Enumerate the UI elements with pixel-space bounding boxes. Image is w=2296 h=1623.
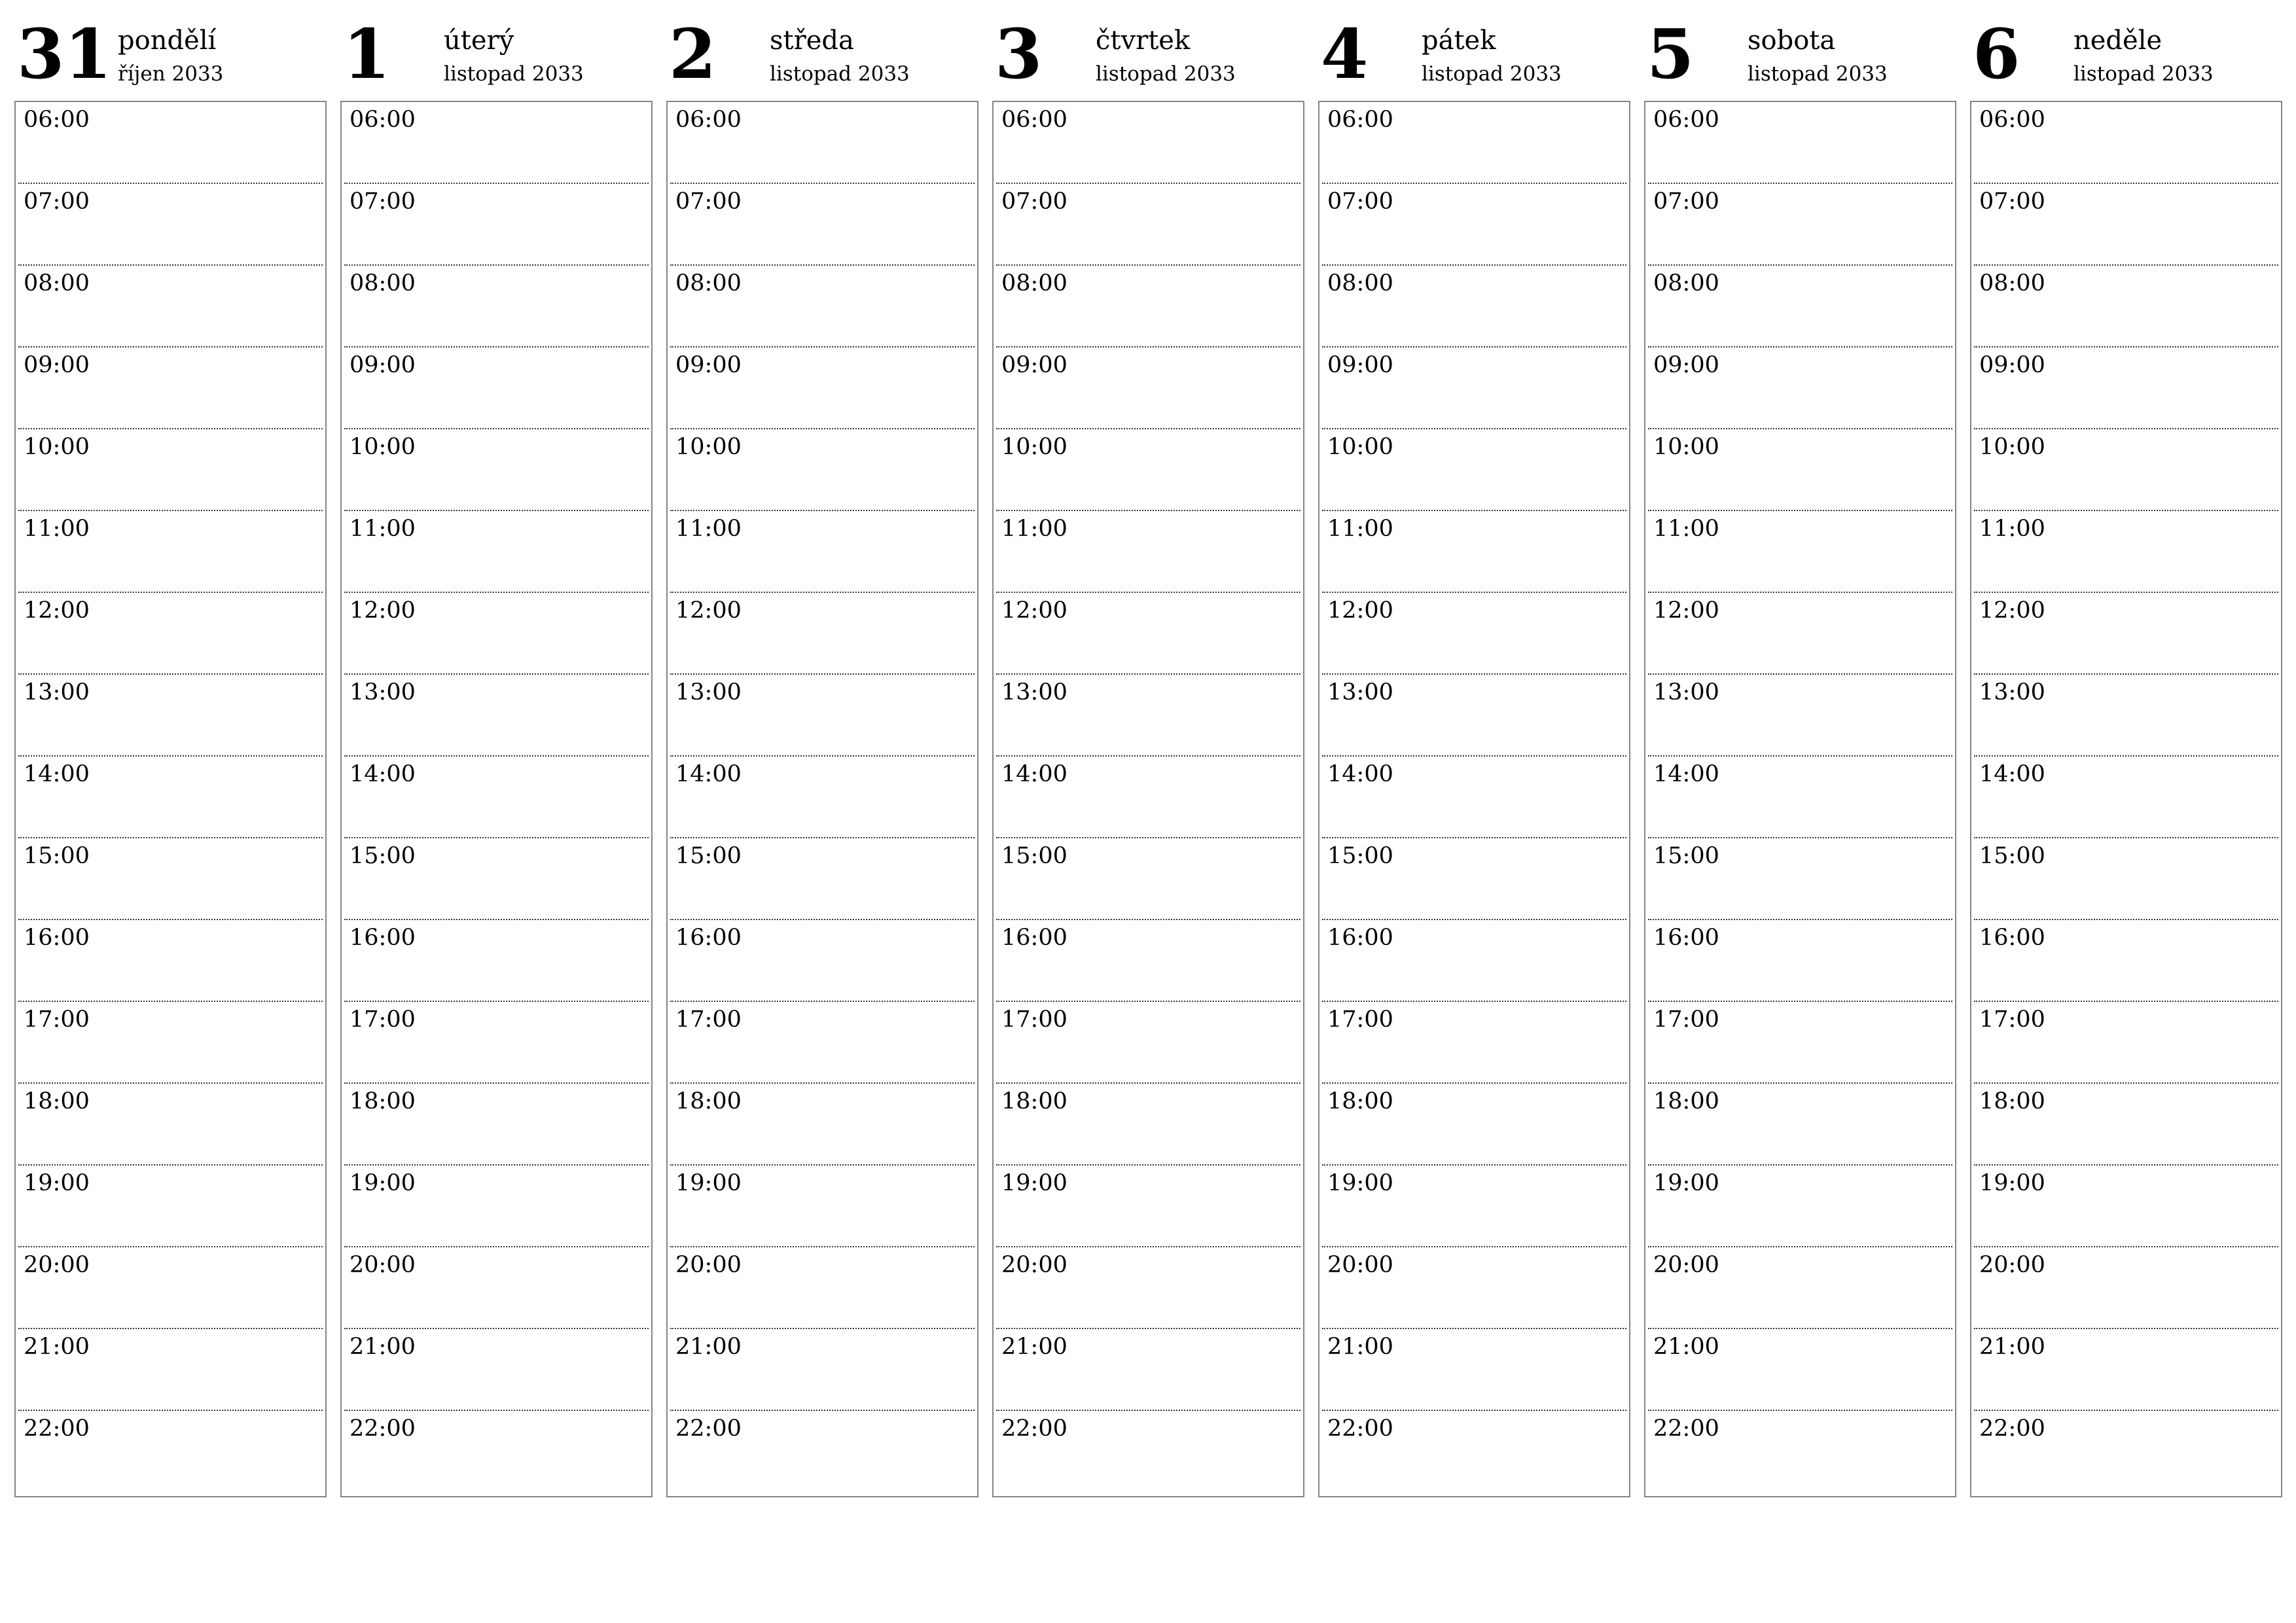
hour-label: 17:00 <box>24 1007 90 1033</box>
hour-label: 18:00 <box>675 1088 742 1115</box>
hour-label: 20:00 <box>24 1252 90 1278</box>
hour-label: 20:00 <box>675 1252 742 1278</box>
hour-label: 12:00 <box>1979 597 2045 624</box>
day-schedule-box <box>1644 101 1956 1497</box>
hour-label: 19:00 <box>1327 1170 1393 1196</box>
hour-slot[interactable] <box>994 1247 1303 1329</box>
hour-slot[interactable] <box>1971 1084 2281 1166</box>
hour-slot[interactable] <box>16 184 325 266</box>
hour-label: 21:00 <box>1653 1334 1719 1360</box>
hour-label: 08:00 <box>350 270 416 296</box>
hour-slot[interactable] <box>1319 1002 1629 1084</box>
hour-slot[interactable] <box>16 757 325 838</box>
hour-slot[interactable] <box>994 429 1303 511</box>
hour-label: 06:00 <box>1001 107 1067 133</box>
hour-slot[interactable] <box>342 348 651 429</box>
hour-slot[interactable] <box>1319 511 1629 593</box>
hour-slot[interactable] <box>342 757 651 838</box>
hour-label: 14:00 <box>350 761 416 787</box>
hour-label: 11:00 <box>1327 516 1393 542</box>
hour-slot[interactable] <box>16 1329 325 1411</box>
hour-slot[interactable] <box>342 266 651 348</box>
hour-label: 17:00 <box>1653 1007 1719 1033</box>
day-name: čtvrtek <box>1096 26 1191 56</box>
hour-label: 11:00 <box>24 516 90 542</box>
hour-label: 08:00 <box>24 270 90 296</box>
hour-slot[interactable] <box>1319 184 1629 266</box>
hour-slot[interactable] <box>994 102 1303 184</box>
hour-label: 15:00 <box>24 843 90 869</box>
hour-slot[interactable] <box>342 1247 651 1329</box>
hour-label: 22:00 <box>675 1416 742 1442</box>
hour-slot[interactable] <box>1645 1329 1955 1411</box>
hour-slot[interactable] <box>994 838 1303 920</box>
hour-label: 16:00 <box>675 925 742 951</box>
hour-label: 15:00 <box>675 843 742 869</box>
day-header <box>992 0 1304 98</box>
hour-label: 20:00 <box>1327 1252 1393 1278</box>
hour-label: 06:00 <box>350 107 416 133</box>
hour-slot[interactable] <box>994 184 1303 266</box>
hour-label: 22:00 <box>24 1416 90 1442</box>
day-month: říjen 2033 <box>118 62 224 86</box>
hour-slot[interactable] <box>16 838 325 920</box>
hour-label: 12:00 <box>675 597 742 624</box>
hour-label: 08:00 <box>1001 270 1067 296</box>
hour-slot[interactable] <box>1319 593 1629 675</box>
hour-label: 14:00 <box>1653 761 1719 787</box>
hour-label: 10:00 <box>675 434 742 460</box>
hour-slot[interactable] <box>994 757 1303 838</box>
hour-label: 13:00 <box>675 679 742 705</box>
hour-label: 06:00 <box>1979 107 2045 133</box>
hour-slot[interactable] <box>994 1084 1303 1166</box>
hour-label: 21:00 <box>1327 1334 1393 1360</box>
hour-label: 08:00 <box>1327 270 1393 296</box>
hour-slot[interactable] <box>1971 184 2281 266</box>
hour-slot[interactable] <box>668 1166 977 1247</box>
hour-label: 18:00 <box>24 1088 90 1115</box>
hour-label: 09:00 <box>1001 352 1067 378</box>
hour-slot[interactable] <box>1645 266 1955 348</box>
hour-slot[interactable] <box>1971 1247 2281 1329</box>
hour-slot[interactable] <box>994 593 1303 675</box>
hour-slot[interactable] <box>342 1329 651 1411</box>
hour-label: 06:00 <box>675 107 742 133</box>
day-schedule-box <box>992 101 1304 1497</box>
hour-slot[interactable] <box>1971 511 2281 593</box>
hour-label: 21:00 <box>1979 1334 2045 1360</box>
day-name: středa <box>770 26 854 56</box>
hour-label: 12:00 <box>1001 597 1067 624</box>
hour-label: 19:00 <box>1653 1170 1719 1196</box>
hour-slot[interactable] <box>1645 1247 1955 1329</box>
hour-slot[interactable] <box>16 1002 325 1084</box>
hour-label: 18:00 <box>1001 1088 1067 1115</box>
hour-slot[interactable] <box>1645 593 1955 675</box>
hour-slot[interactable] <box>16 266 325 348</box>
hour-label: 16:00 <box>350 925 416 951</box>
hour-label: 21:00 <box>1001 1334 1067 1360</box>
hour-slot[interactable] <box>16 1166 325 1247</box>
hour-slot[interactable] <box>16 593 325 675</box>
hour-label: 10:00 <box>350 434 416 460</box>
day-month: listopad 2033 <box>1096 62 1236 86</box>
hour-slot[interactable] <box>16 920 325 1002</box>
day-header <box>1970 0 2282 98</box>
day-number: 2 <box>669 14 717 94</box>
hour-slot[interactable] <box>994 1411 1303 1493</box>
hour-slot[interactable] <box>1319 266 1629 348</box>
day-header <box>340 0 653 98</box>
day-schedule-box <box>1970 101 2282 1497</box>
hour-label: 10:00 <box>24 434 90 460</box>
hour-slot[interactable] <box>668 1411 977 1493</box>
hour-slot[interactable] <box>994 511 1303 593</box>
hour-label: 12:00 <box>24 597 90 624</box>
hour-slot[interactable] <box>1645 348 1955 429</box>
day-month: listopad 2033 <box>444 62 584 86</box>
hour-slot[interactable] <box>994 348 1303 429</box>
hour-label: 21:00 <box>24 1334 90 1360</box>
hour-slot[interactable] <box>1319 1084 1629 1166</box>
hour-label: 19:00 <box>1001 1170 1067 1196</box>
hour-slot[interactable] <box>1971 102 2281 184</box>
hour-label: 11:00 <box>675 516 742 542</box>
hour-slot[interactable] <box>1645 1002 1955 1084</box>
hour-slot[interactable] <box>342 1166 651 1247</box>
hour-slot[interactable] <box>994 920 1303 1002</box>
hour-slot[interactable] <box>1971 920 2281 1002</box>
hour-label: 13:00 <box>1653 679 1719 705</box>
hour-label: 09:00 <box>1327 352 1393 378</box>
hour-label: 07:00 <box>1001 188 1067 215</box>
hour-label: 22:00 <box>1001 1416 1067 1442</box>
hour-slot[interactable] <box>342 593 651 675</box>
hour-label: 17:00 <box>675 1007 742 1033</box>
hour-slot[interactable] <box>1645 920 1955 1002</box>
hour-label: 17:00 <box>1001 1007 1067 1033</box>
hour-slot[interactable] <box>1645 184 1955 266</box>
hour-slot[interactable] <box>668 1084 977 1166</box>
hour-label: 19:00 <box>24 1170 90 1196</box>
hour-slot[interactable] <box>1971 593 2281 675</box>
hour-slot[interactable] <box>1319 757 1629 838</box>
hour-label: 11:00 <box>1001 516 1067 542</box>
hour-label: 15:00 <box>350 843 416 869</box>
hour-label: 14:00 <box>1979 761 2045 787</box>
day-schedule-box <box>14 101 327 1497</box>
hour-label: 19:00 <box>675 1170 742 1196</box>
hour-label: 18:00 <box>1653 1088 1719 1115</box>
hour-slot[interactable] <box>1319 1411 1629 1493</box>
hour-label: 08:00 <box>1653 270 1719 296</box>
hour-slot[interactable] <box>342 1411 651 1493</box>
hour-slot[interactable] <box>16 511 325 593</box>
hour-label: 07:00 <box>24 188 90 215</box>
day-month: listopad 2033 <box>1422 62 1562 86</box>
hour-slot[interactable] <box>342 102 651 184</box>
hour-slot[interactable] <box>342 675 651 757</box>
hour-slot[interactable] <box>668 348 977 429</box>
hour-slot[interactable] <box>994 266 1303 348</box>
hour-label: 13:00 <box>1327 679 1393 705</box>
hour-slot[interactable] <box>342 920 651 1002</box>
day-schedule-box <box>1318 101 1630 1497</box>
hour-slot[interactable] <box>16 429 325 511</box>
hour-slot[interactable] <box>1971 1166 2281 1247</box>
hour-label: 14:00 <box>1001 761 1067 787</box>
hour-slot[interactable] <box>1645 1411 1955 1493</box>
hour-label: 11:00 <box>350 516 416 542</box>
hour-slot[interactable] <box>1645 511 1955 593</box>
hour-slot[interactable] <box>994 1166 1303 1247</box>
day-header <box>14 0 327 98</box>
hour-slot[interactable] <box>1971 1329 2281 1411</box>
day-month: listopad 2033 <box>1748 62 1888 86</box>
hour-slot[interactable] <box>668 184 977 266</box>
day-number: 1 <box>343 14 391 94</box>
hour-label: 22:00 <box>1653 1416 1719 1442</box>
hour-label: 16:00 <box>1001 925 1067 951</box>
day-header <box>666 0 978 98</box>
hour-label: 14:00 <box>675 761 742 787</box>
hour-slot[interactable] <box>1971 429 2281 511</box>
hour-label: 13:00 <box>1001 679 1067 705</box>
hour-label: 22:00 <box>1979 1416 2045 1442</box>
hour-label: 18:00 <box>350 1088 416 1115</box>
hour-label: 17:00 <box>1979 1007 2045 1033</box>
hour-slot[interactable] <box>668 838 977 920</box>
hour-label: 06:00 <box>1327 107 1393 133</box>
hour-label: 10:00 <box>1653 434 1719 460</box>
day-name: sobota <box>1748 26 1836 56</box>
hour-slot[interactable] <box>1319 1166 1629 1247</box>
day-month: listopad 2033 <box>770 62 910 86</box>
hour-label: 10:00 <box>1001 434 1067 460</box>
hour-slot[interactable] <box>668 1329 977 1411</box>
hour-slot[interactable] <box>1319 429 1629 511</box>
day-number: 31 <box>17 14 112 94</box>
hour-label: 09:00 <box>24 352 90 378</box>
hour-label: 21:00 <box>350 1334 416 1360</box>
hour-slot[interactable] <box>1645 838 1955 920</box>
hour-slot[interactable] <box>1319 920 1629 1002</box>
hour-slot[interactable] <box>1971 348 2281 429</box>
hour-slot[interactable] <box>1319 675 1629 757</box>
hour-label: 18:00 <box>1979 1088 2045 1115</box>
hour-slot[interactable] <box>342 184 651 266</box>
hour-slot[interactable] <box>668 675 977 757</box>
day-number: 3 <box>995 14 1043 94</box>
hour-label: 14:00 <box>24 761 90 787</box>
hour-label: 12:00 <box>1653 597 1719 624</box>
hour-label: 08:00 <box>1979 270 2045 296</box>
hour-slot[interactable] <box>1645 675 1955 757</box>
hour-slot[interactable] <box>1971 266 2281 348</box>
hour-label: 11:00 <box>1653 516 1719 542</box>
hour-slot[interactable] <box>1319 348 1629 429</box>
hour-label: 15:00 <box>1001 843 1067 869</box>
hour-label: 19:00 <box>350 1170 416 1196</box>
day-name: pondělí <box>118 26 217 56</box>
day-name: úterý <box>444 26 514 56</box>
hour-label: 15:00 <box>1653 843 1719 869</box>
hour-slot[interactable] <box>16 102 325 184</box>
hour-slot[interactable] <box>16 1247 325 1329</box>
hour-slot[interactable] <box>668 1247 977 1329</box>
hour-slot[interactable] <box>668 920 977 1002</box>
hour-label: 22:00 <box>350 1416 416 1442</box>
day-header <box>1318 0 1630 98</box>
hour-slot[interactable] <box>668 102 977 184</box>
hour-slot[interactable] <box>1645 102 1955 184</box>
hour-label: 08:00 <box>675 270 742 296</box>
hour-label: 07:00 <box>675 188 742 215</box>
hour-label: 20:00 <box>1979 1252 2045 1278</box>
hour-label: 22:00 <box>1327 1416 1393 1442</box>
hour-label: 18:00 <box>1327 1088 1393 1115</box>
day-schedule-box <box>666 101 978 1497</box>
hour-label: 09:00 <box>350 352 416 378</box>
hour-slot[interactable] <box>342 1002 651 1084</box>
hour-slot[interactable] <box>1645 429 1955 511</box>
hour-slot[interactable] <box>668 757 977 838</box>
hour-slot[interactable] <box>16 675 325 757</box>
hour-slot[interactable] <box>1971 675 2281 757</box>
hour-slot[interactable] <box>1971 757 2281 838</box>
day-header <box>1644 0 1956 98</box>
hour-label: 10:00 <box>1327 434 1393 460</box>
hour-label: 15:00 <box>1979 843 2045 869</box>
hour-label: 17:00 <box>1327 1007 1393 1033</box>
hour-slot[interactable] <box>1645 1166 1955 1247</box>
hour-label: 21:00 <box>675 1334 742 1360</box>
hour-label: 16:00 <box>1653 925 1719 951</box>
hour-label: 13:00 <box>1979 679 2045 705</box>
hour-slot[interactable] <box>1645 1084 1955 1166</box>
day-schedule-box <box>340 101 653 1497</box>
hour-label: 10:00 <box>1979 434 2045 460</box>
hour-label: 14:00 <box>1327 761 1393 787</box>
hour-label: 20:00 <box>1653 1252 1719 1278</box>
hour-slot[interactable] <box>1645 757 1955 838</box>
hour-slot[interactable] <box>342 1084 651 1166</box>
hour-label: 20:00 <box>1001 1252 1067 1278</box>
hour-label: 06:00 <box>1653 107 1719 133</box>
day-number: 6 <box>1973 14 2020 94</box>
hour-label: 07:00 <box>350 188 416 215</box>
hour-slot[interactable] <box>1319 838 1629 920</box>
hour-slot[interactable] <box>1971 838 2281 920</box>
hour-slot[interactable] <box>1319 102 1629 184</box>
hour-label: 12:00 <box>1327 597 1393 624</box>
hour-slot[interactable] <box>668 429 977 511</box>
hour-label: 13:00 <box>350 679 416 705</box>
hour-slot[interactable] <box>16 1411 325 1493</box>
hour-slot[interactable] <box>668 593 977 675</box>
hour-label: 15:00 <box>1327 843 1393 869</box>
hour-label: 20:00 <box>350 1252 416 1278</box>
hour-slot[interactable] <box>1971 1411 2281 1493</box>
day-number: 4 <box>1321 14 1369 94</box>
hour-slot[interactable] <box>1319 1329 1629 1411</box>
hour-slot[interactable] <box>668 511 977 593</box>
hour-label: 06:00 <box>24 107 90 133</box>
hour-label: 17:00 <box>350 1007 416 1033</box>
hour-label: 09:00 <box>1653 352 1719 378</box>
day-number: 5 <box>1647 14 1695 94</box>
hour-slot[interactable] <box>1319 1247 1629 1329</box>
hour-label: 12:00 <box>350 597 416 624</box>
day-month: listopad 2033 <box>2073 62 2214 86</box>
hour-slot[interactable] <box>16 348 325 429</box>
hour-slot[interactable] <box>342 511 651 593</box>
hour-label: 09:00 <box>675 352 742 378</box>
hour-slot[interactable] <box>994 1002 1303 1084</box>
hour-label: 07:00 <box>1979 188 2045 215</box>
hour-slot[interactable] <box>994 675 1303 757</box>
hour-label: 07:00 <box>1327 188 1393 215</box>
hour-slot[interactable] <box>668 1002 977 1084</box>
hour-label: 16:00 <box>24 925 90 951</box>
hour-label: 19:00 <box>1979 1170 2045 1196</box>
hour-label: 13:00 <box>24 679 90 705</box>
hour-slot[interactable] <box>668 266 977 348</box>
hour-label: 16:00 <box>1327 925 1393 951</box>
hour-label: 11:00 <box>1979 516 2045 542</box>
hour-label: 07:00 <box>1653 188 1719 215</box>
hour-slot[interactable] <box>994 1329 1303 1411</box>
hour-label: 09:00 <box>1979 352 2045 378</box>
day-name: neděle <box>2073 26 2162 56</box>
hour-slot[interactable] <box>342 838 651 920</box>
hour-slot[interactable] <box>342 429 651 511</box>
day-name: pátek <box>1422 26 1496 56</box>
hour-slot[interactable] <box>1971 1002 2281 1084</box>
hour-slot[interactable] <box>16 1084 325 1166</box>
hour-label: 16:00 <box>1979 925 2045 951</box>
